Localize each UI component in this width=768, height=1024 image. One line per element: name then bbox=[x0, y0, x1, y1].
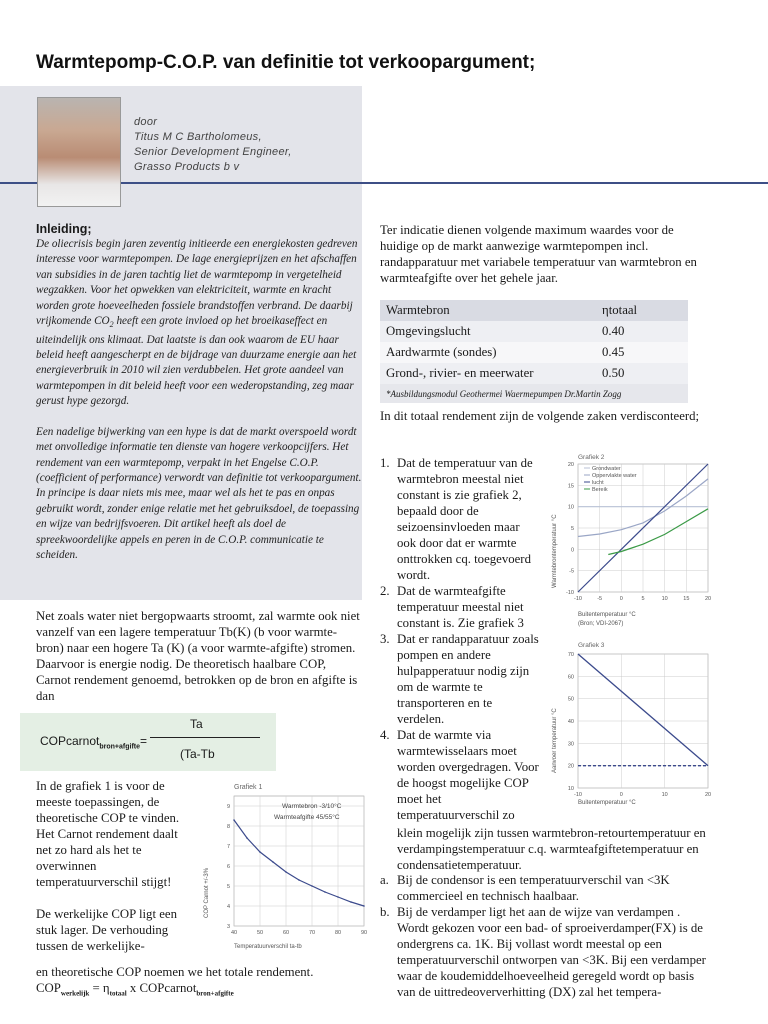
table-row bbox=[380, 363, 688, 384]
author-line: door bbox=[134, 116, 158, 128]
formula-lhs-wrap bbox=[40, 734, 147, 750]
y-tick-label: 5 bbox=[226, 884, 230, 890]
list-item bbox=[380, 727, 540, 823]
sub-list-item bbox=[380, 872, 708, 904]
intro-p1-a: De oliecrisis begin jaren zeventig initieerde een energiekosten gedreven interesse voor warmtepompen. De lage energieprijzen en het afschaffen van subsidies in de jaren tachtig liet de warmtepomp in vergetelheid wegzakken. Voor het opwekken van elektriciteit, warmte en kracht worden grote hoeveelheden fossiele brandstoffen verbrand. De daarbij vrijkomende CO bbox=[36, 238, 358, 328]
data-point bbox=[337, 896, 339, 898]
chart-title: Grafiek 2 bbox=[578, 454, 605, 461]
sub-list-letter: a. bbox=[380, 873, 389, 887]
series-lines bbox=[578, 654, 708, 766]
x-tick-labels bbox=[574, 792, 711, 798]
left-paragraph-5-wrap bbox=[36, 964, 362, 1002]
y-tick-label: 9 bbox=[226, 804, 230, 810]
y-tick-label: 70 bbox=[567, 652, 574, 658]
y-tick-label: 8 bbox=[226, 824, 230, 830]
author-company: Grasso Products b v bbox=[134, 161, 240, 173]
table-header-cell: Warmtebron bbox=[380, 300, 596, 321]
list-continuation: klein mogelijk zijn tussen warmtebron-retourtemperatuur en verdampingstemperatuur c.q. warmteafgiftetemperatuur en condensatietemperatuur. bbox=[397, 826, 706, 872]
legend-entry: lucht bbox=[592, 480, 604, 486]
intro-text bbox=[36, 237, 362, 578]
x-tick-label: 70 bbox=[308, 930, 316, 936]
intro-paragraph-1 bbox=[36, 237, 362, 410]
x-tick-label: 40 bbox=[230, 930, 238, 936]
x-axis-label: Buitentemperatuur °C bbox=[578, 800, 636, 806]
formula-lhs: COPcarnot bbox=[40, 734, 100, 748]
intro-p1-sub: 2 bbox=[109, 320, 114, 330]
y-axis-label: Warmtebrontemperatuur °C bbox=[552, 514, 558, 588]
y-tick-label: 5 bbox=[570, 526, 574, 532]
data-point bbox=[246, 837, 248, 839]
f2-c: x COPcarnot bbox=[126, 981, 197, 995]
sub-list-item bbox=[380, 904, 708, 1000]
y-tick-label: 3 bbox=[226, 924, 230, 930]
table-cell: 0.40 bbox=[596, 321, 688, 342]
table-header-row bbox=[380, 300, 688, 321]
y-tick-label: 4 bbox=[226, 904, 230, 910]
left-paragraph-3: Het Carnot rendement daalt net zo hard als het te overwinnen temperatuurverschil stijgt! bbox=[36, 827, 178, 889]
left-column-text bbox=[36, 778, 196, 954]
y-tick-label: 30 bbox=[567, 741, 574, 748]
legend-entry: Grondwater bbox=[592, 466, 621, 472]
sub-list-letter: b. bbox=[380, 905, 390, 919]
y-tick-labels bbox=[227, 804, 230, 930]
y-tick-label: 60 bbox=[567, 674, 574, 681]
y-tick-label: -5 bbox=[569, 568, 574, 575]
left-paragraph-4: De werkelijke COP ligt een stuk lager. De verhouding tussen de werkelijke- bbox=[36, 907, 177, 953]
y-tick-label: -10 bbox=[566, 590, 574, 596]
f2-a-sub: werkelijk bbox=[60, 989, 90, 998]
chart-grafiek-3 bbox=[546, 638, 718, 810]
table-row bbox=[380, 342, 688, 363]
x-tick-label: 80 bbox=[334, 930, 342, 936]
legend-entry: Warmtebron -3/10°C bbox=[282, 803, 342, 810]
f2-a: COP bbox=[36, 981, 61, 995]
right-paragraph-1: Ter indicatie dienen volgende maximum waardes voor de huidige op de markt aanwezige warmtepompen incl. randapparatuur met variabele temperatuur van warmtebron en warmteafgifte over het gehele jaar. bbox=[380, 223, 697, 285]
numbered-list bbox=[380, 455, 540, 823]
data-point bbox=[350, 901, 352, 903]
data-point bbox=[272, 861, 274, 863]
y-tick-label: 7 bbox=[226, 844, 230, 850]
chart-grafiek-1 bbox=[200, 778, 372, 956]
data-point bbox=[259, 851, 261, 853]
list-item bbox=[380, 631, 540, 727]
efficiency-table bbox=[380, 300, 688, 403]
x-tick-label: 0 bbox=[619, 596, 623, 602]
list-number: 4. bbox=[380, 728, 390, 742]
x-tick-label: 10 bbox=[661, 596, 668, 602]
legend-entry: Oppervlakte water bbox=[592, 473, 637, 479]
list-item bbox=[380, 583, 540, 631]
legend bbox=[584, 466, 637, 493]
y-tick-label: 15 bbox=[567, 483, 574, 490]
y-tick-labels bbox=[566, 462, 574, 596]
carnot-formula bbox=[20, 713, 276, 771]
sub-list-text: Bij de verdamper ligt het aan de wijze van verdampen . Wordt gekozen voor een bad- of sproeiverdamper(FX) is de ondergrens ca. 1K. Bij vollast wordt meestal op een temperatuurverschil ontworpen van <3K. Bij een verdamper waar de koudemiddelhoeveelheid geregeld wordt op basis van de uittredeoververhitting (DX) zal het tempera- bbox=[397, 905, 706, 999]
x-tick-label: 5 bbox=[641, 596, 645, 602]
legend-entry: Bereik bbox=[592, 487, 608, 493]
x-tick-label: 60 bbox=[282, 930, 290, 936]
data-point bbox=[311, 885, 313, 887]
formula-eq: = bbox=[140, 734, 148, 748]
list-number: 2. bbox=[380, 584, 390, 598]
legend-entry: Warmteafgifte 45/55°C bbox=[274, 814, 340, 821]
author-name: Titus M C Bartholomeus, bbox=[134, 131, 262, 143]
data-point bbox=[233, 819, 235, 821]
x-axis-label: Temperatuurverschil ta-tb bbox=[234, 944, 302, 950]
author-block bbox=[134, 115, 292, 175]
list-number: 3. bbox=[380, 632, 390, 646]
list-text: Dat de temperatuur van de warmtebron meestal niet constant is zie grafiek 2, bepaald door de seizoensinvloeden maar ook door dat er warmte onttrokken cq. toegevoerd wordt. bbox=[397, 456, 533, 582]
author-photo bbox=[37, 97, 121, 207]
data-point bbox=[324, 891, 326, 893]
x-tick-label: 10 bbox=[661, 792, 668, 798]
list-text: Dat de warmteafgifte temperatuur meestal niet constant is. Zie grafiek 3 bbox=[397, 584, 524, 630]
x-tick-label: 15 bbox=[683, 596, 690, 602]
y-tick-labels bbox=[568, 652, 574, 792]
x-tick-labels bbox=[231, 930, 367, 936]
f2-b-sub: totaal bbox=[109, 989, 127, 998]
table-cell: Aardwarmte (sondes) bbox=[380, 342, 596, 363]
series-line bbox=[234, 820, 364, 906]
table-header-cell: ηtotaal bbox=[596, 300, 688, 321]
chart-title: Grafiek 1 bbox=[234, 784, 263, 791]
author-role: Senior Development Engineer, bbox=[134, 146, 292, 158]
cop-formula bbox=[36, 980, 362, 1002]
y-tick-label: 0 bbox=[570, 547, 574, 554]
series-line-solid bbox=[578, 654, 708, 766]
y-tick-label: 20 bbox=[567, 462, 574, 468]
x-tick-labels bbox=[574, 596, 711, 602]
data-point bbox=[298, 879, 300, 881]
chart-grafiek-2 bbox=[546, 448, 718, 632]
intro-paragraph-2: Een nadelige bijwerking van een hype is dat de markt overspoeld wordt met onvolledige informatie ten dienste van hogere verkoopcijfers. Het rendement van een warmtepomp, verpakt in het Engelse C.O.P. (coefficient of performance) verwordt van definitie tot verkoopargument. In principe is daar niets mis mee, maar wel als het te pas en onpas gebruikt wordt, zonder enige relatie met het gebruiksdoel, de toepassing en wijze van bedrijfsvoeren. Dit artikel heeft als doel de spreekwoordelijke appels en peren in de C.O.P. communicatie te scheiden. bbox=[36, 425, 362, 561]
y-axis-label: COP Carnot +/-3% bbox=[204, 867, 210, 918]
page-title: Warmtepomp-C.O.P. van definitie tot verkoopargument; bbox=[36, 52, 536, 73]
y-tick-label: 40 bbox=[567, 719, 574, 725]
left-paragraph-1: Net zoals water niet bergopwaarts stroomt, zal warmte ook niet vanzelf van een lagere temperatuur Tb(K) (b voor warmte-bron) naar een hogere Ta (K) (a voor warmte-afgifte) stromen. Daarvoor is energie nodig. De theoretisch haalbare COP, Carnot rendement genoemd, betrokken op de bron en afgifte is dan bbox=[36, 609, 360, 703]
x-tick-label: 0 bbox=[619, 792, 623, 798]
chart-grid bbox=[578, 654, 708, 788]
x-tick-label: 50 bbox=[256, 930, 264, 936]
intro-p1-b: heeft een grote invloed op het broeikaseffect en uiteindelijk ons klimaat. Dat laatste is dan ook waarom de EU haar beleid heeft aangescherpt en de bijdrage van duurzame energie aan het energieverbruik in 2010 wil zien verdubbelen. Het grote aandeel van warmtepompen in dit beleid heeft voor een wederopstanding, zeg maar gerust hype gezorgd. bbox=[36, 315, 357, 408]
y-tick-label: 6 bbox=[226, 864, 230, 870]
x-axis-label: Buitentemperatuur °C bbox=[578, 612, 636, 618]
data-point bbox=[363, 905, 365, 907]
table-caption-row bbox=[380, 384, 688, 403]
formula-lhs-sub: bron+afgifte bbox=[99, 743, 140, 751]
list-item bbox=[380, 455, 540, 583]
left-paragraph-5: en theoretische COP noemen we het totale rendement. bbox=[36, 965, 314, 979]
x-tick-label: -10 bbox=[574, 596, 582, 602]
y-tick-label: 50 bbox=[567, 696, 574, 703]
series-points bbox=[233, 819, 365, 907]
table-cell: Grond-, rivier- en meerwater bbox=[380, 363, 596, 384]
formula-denominator: (Ta-Tb bbox=[180, 747, 215, 761]
table-cell: Omgevingslucht bbox=[380, 321, 596, 342]
x-tick-label: -10 bbox=[574, 792, 582, 798]
list-text: Dat de warmte via warmtewisselaars moet worden overgedragen. Voor de hoogst mogelijke COP moet het temperatuurverschil zo bbox=[397, 728, 539, 822]
x-tick-label: 20 bbox=[704, 792, 712, 798]
table-row bbox=[380, 321, 688, 342]
y-tick-label: 10 bbox=[567, 504, 574, 511]
y-axis-label: Aanvoer temperatuur °C bbox=[552, 708, 558, 773]
table-caption: *Ausbildungsmodul Geothermei Waermepumpen Dr.Martin Zogg bbox=[380, 384, 688, 403]
table-cell: 0.45 bbox=[596, 342, 688, 363]
y-tick-label: 10 bbox=[567, 786, 574, 792]
x-tick-label: -5 bbox=[597, 596, 603, 602]
x-tick-label: 90 bbox=[360, 930, 368, 936]
right-paragraph-2: In dit totaal rendement zijn de volgende zaken verdisconteerd; bbox=[380, 409, 700, 423]
intro-heading: Inleiding; bbox=[36, 222, 92, 236]
chart-source: (Bron; VDI-2067) bbox=[578, 621, 624, 627]
x-tick-label: 20 bbox=[704, 596, 712, 602]
list-text: Dat er randapparatuur zoals pompen en andere hulpapperatuur nodig zijn om de warmte te transporteren en te verdelen. bbox=[397, 632, 539, 726]
f2-c-sub: bron+afgifte bbox=[196, 989, 234, 998]
sub-list-text: Bij de condensor is een temperatuurverschil van <3K commercieel en technisch haalbaar. bbox=[397, 873, 670, 903]
table-cell: 0.50 bbox=[596, 363, 688, 384]
formula-numerator: Ta bbox=[190, 717, 203, 731]
list-number: 1. bbox=[380, 456, 390, 470]
y-tick-label: 20 bbox=[567, 763, 574, 770]
sub-list bbox=[380, 872, 708, 1000]
chart-title: Grafiek 3 bbox=[578, 642, 605, 649]
left-paragraph-2: In de grafiek 1 is voor de meeste toepassingen, de theoretische COP te vinden. bbox=[36, 779, 180, 825]
f2-b: = η bbox=[89, 981, 110, 995]
data-point bbox=[285, 871, 287, 873]
formula-fraction-bar bbox=[150, 737, 260, 738]
